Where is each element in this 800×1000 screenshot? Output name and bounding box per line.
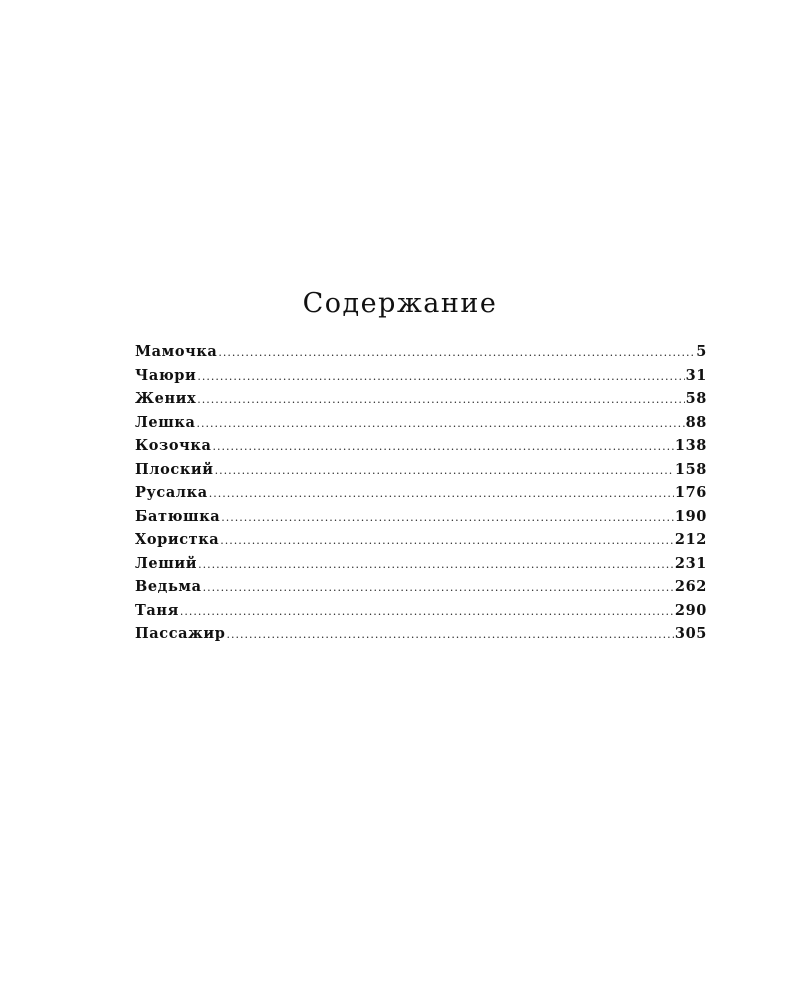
toc-dot-leader	[218, 346, 695, 359]
toc-entry-title: Русалка	[135, 484, 208, 501]
toc-dot-leader	[221, 511, 674, 524]
toc-entry-title: Ведьма	[135, 578, 202, 595]
toc-entry-title: Жених	[135, 390, 197, 407]
toc-entry-title: Батюшка	[135, 507, 221, 525]
toc-dot-leader	[226, 628, 673, 641]
toc-dot-leader	[220, 534, 674, 547]
toc-entry	[135, 484, 707, 508]
toc-entry	[135, 508, 707, 532]
toc-entry-page: 231	[674, 554, 707, 572]
toc-entry-page: 290	[674, 601, 707, 619]
toc-entry	[135, 343, 707, 367]
toc-entry	[135, 555, 707, 579]
toc-entry	[135, 531, 707, 555]
toc-entry-title: Козочка	[135, 437, 212, 454]
toc-entry-title: Лешка	[135, 413, 196, 431]
toc-dot-leader	[215, 464, 674, 477]
toc-entry-title: Таня	[135, 601, 179, 619]
toc-dot-leader	[197, 370, 684, 383]
toc-entry-title: Плоский	[135, 460, 214, 478]
toc-entry-title: Пассажир	[135, 625, 226, 642]
toc-dot-leader	[180, 605, 674, 618]
toc-dot-leader	[197, 417, 685, 430]
toc-entry-page: 158	[674, 460, 707, 478]
toc-entry	[135, 367, 707, 391]
page-title: Содержание	[302, 288, 498, 319]
toc-entry-page: 190	[674, 507, 707, 525]
toc-entry	[135, 414, 707, 438]
toc-entry-title: Леший	[135, 554, 198, 572]
toc-entry-page: 31	[685, 366, 707, 384]
toc-entry-page: 88	[685, 413, 707, 431]
toc-entry-page: 176	[674, 484, 707, 501]
toc-entry-title: Чаюри	[135, 366, 197, 384]
toc-entry	[135, 602, 707, 626]
toc-entry	[135, 625, 707, 649]
toc-dot-leader	[198, 558, 674, 571]
toc-entry-page: 58	[685, 390, 707, 407]
toc-entry-title: Хористка	[135, 531, 220, 548]
toc-entry	[135, 390, 707, 414]
toc-dot-leader	[197, 393, 684, 406]
toc-entry-page: 138	[674, 437, 707, 454]
toc-entry	[135, 578, 707, 602]
toc-entry-title: Мамочка	[135, 343, 218, 360]
toc-entry	[135, 437, 707, 461]
toc-dot-leader	[209, 487, 674, 500]
table-of-contents	[135, 343, 707, 649]
toc-dot-leader	[203, 581, 674, 594]
toc-dot-leader	[212, 440, 673, 453]
toc-entry-page: 305	[674, 625, 707, 642]
toc-entry-page: 212	[674, 531, 707, 548]
toc-entry-page: 262	[674, 578, 707, 595]
toc-entry	[135, 461, 707, 485]
toc-entry-page: 5	[696, 343, 707, 360]
